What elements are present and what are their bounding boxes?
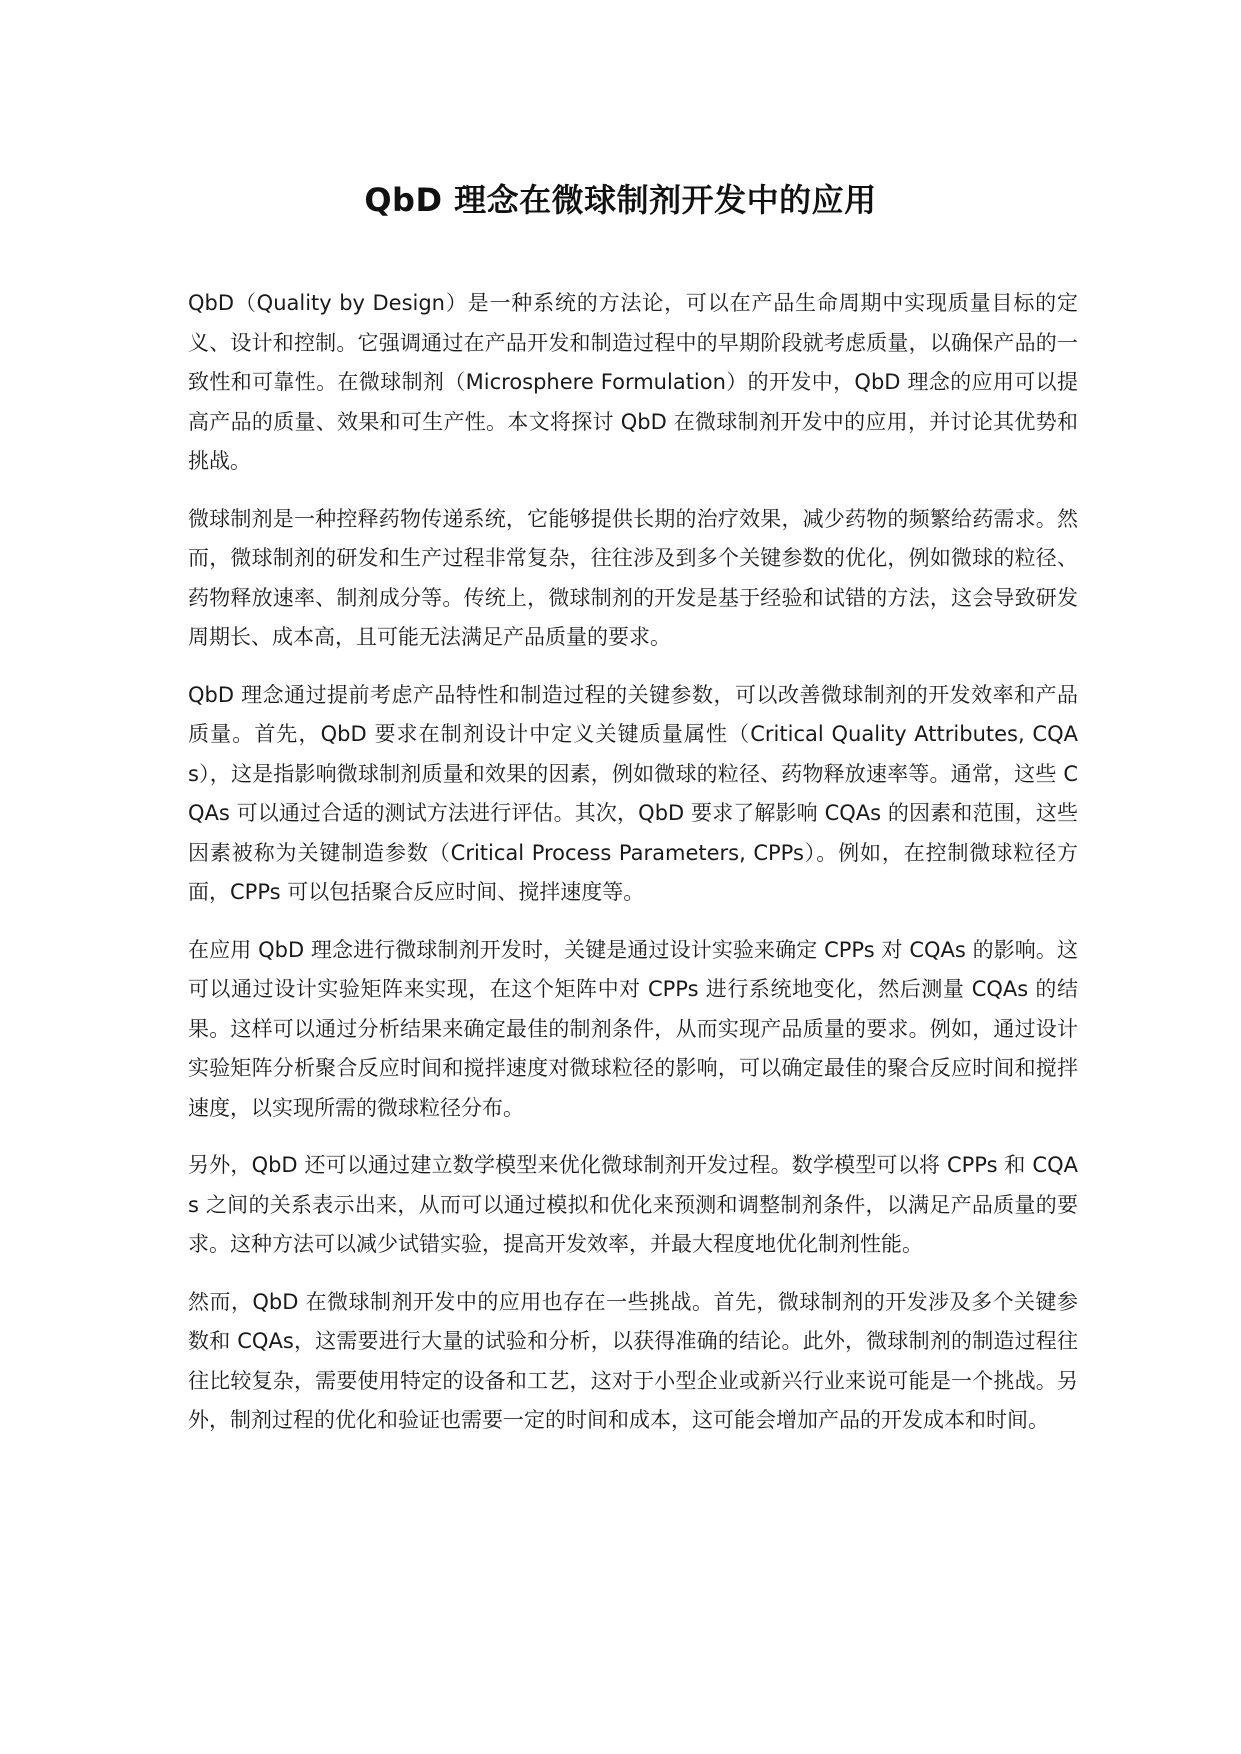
paragraph-qbd-cqas-cpps: QbD 理念通过提前考虑产品特性和制造过程的关键参数，可以改善微球制剂的开发效率和产品质量。首先，QbD 要求在制剂设计中定义关键质量属性（Critical Quality Attributes, CQAs），这是指影响微球制剂质量和效果的因素，例如微球的粒径、药物释放速率等。通常，这些 CQAs 可以通过合适的测试方法进行评估。其次，QbD 要求了解影响 CQAs 的因素和范围，这些因素被称为关键制造参数（Critical Process Parameters, CPPs）。例如，在控制微球粒径方面，CPPs 可以包括聚合反应时间、搅拌速度等。 [188, 682, 1078, 904]
paragraph-mathematical-model: 另外，QbD 还可以通过建立数学模型来优化微球制剂开发过程。数学模型可以将 CPPs 和 CQAs 之间的关系表示出来，从而可以通过模拟和优化来预测和调整制剂条件，以满足产品质量的要求。这种方法可以减少试错实验，提高开发效率，并最大程度地优化制剂性能。 [188, 1153, 1078, 1256]
page-title: QbD 理念在微球制剂开发中的应用 [364, 181, 877, 219]
article-body [188, 284, 1078, 1459]
paragraph-challenges: 然而，QbD 在微球制剂开发中的应用也存在一些挑战。首先，微球制剂的开发涉及多个关键参数和 CQAs，这需要进行大量的试验和分析，以获得准确的结论。此外，微球制剂的制造过程往往比较复杂，需要使用特定的设备和工艺，这对于小型企业或新兴行业来说可能是一个挑战。另外，制剂过程的优化和验证也需要一定的时间和成本，这可能会增加产品的开发成本和时间。 [188, 1289, 1078, 1432]
paragraph-intro: QbD（Quality by Design）是一种系统的方法论，可以在产品生命周期中实现质量目标的定义、设计和控制。它强调通过在产品开发和制造过程中的早期阶段就考虑质量，以确保产品的一致性和可靠性。在微球制剂（Microsphere Formulation）的开发中，QbD 理念的应用可以提高产品的质量、效果和可生产性。本文将探讨 QbD 在微球制剂开发中的应用，并讨论其优势和挑战。 [188, 291, 1078, 473]
paragraph-experimental-design: 在应用 QbD 理念进行微球制剂开发时，关键是通过设计实验来确定 CPPs 对 CQAs 的影响。这可以通过设计实验矩阵来实现，在这个矩阵中对 CPPs 进行系统地变化，然后测量 CQAs 的结果。这样可以通过分析结果来确定最佳的制剂条件，从而实现产品质量的要求。例如，通过设计实验矩阵分析聚合反应时间和搅拌速度对微球粒径的影响，可以确定最佳的聚合反应时间和搅拌速度，以实现所需的微球粒径分布。 [188, 937, 1078, 1120]
paragraph-microsphere-background: 微球制剂是一种控释药物传递系统，它能够提供长期的治疗效果，减少药物的频繁给药需求。然而，微球制剂的研发和生产过程非常复杂，往往涉及到多个关键参数的优化，例如微球的粒径、药物释放速率、制剂成分等。传统上，微球制剂的开发是基于经验和试错的方法，这会导致研发周期长、成本高，且可能无法满足产品质量的要求。 [188, 506, 1078, 649]
